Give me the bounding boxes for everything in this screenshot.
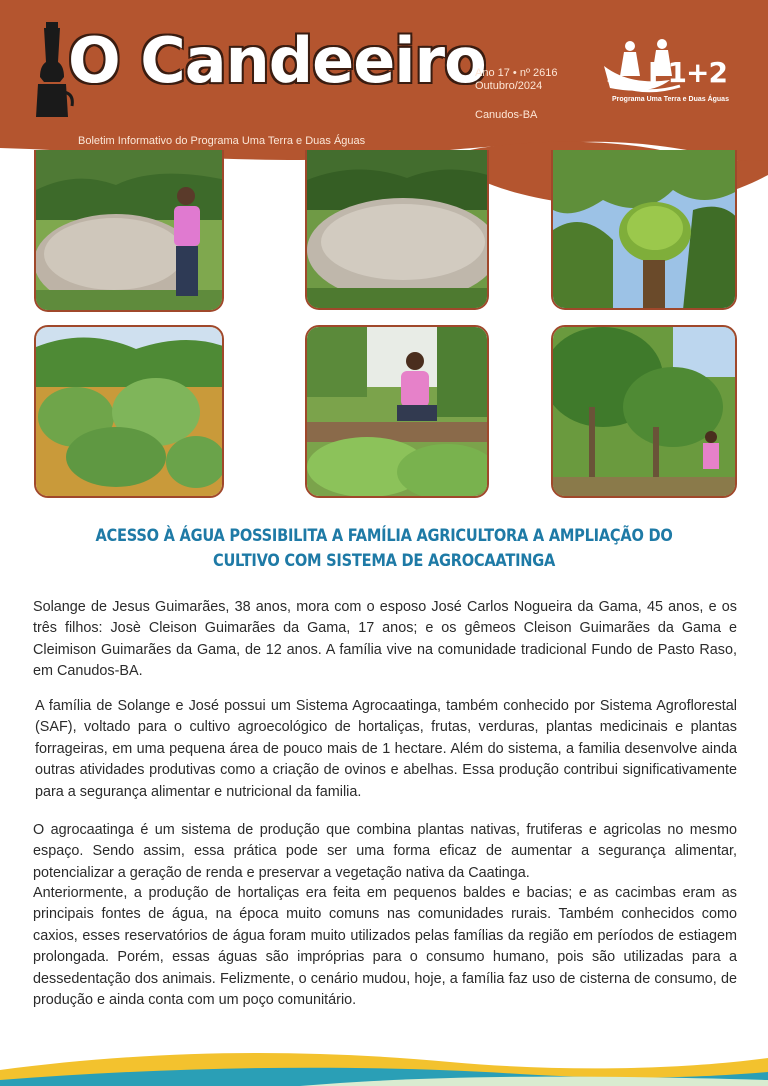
photo-vegetable-garden xyxy=(34,325,224,498)
photo-orchard-trees xyxy=(551,325,737,498)
article-paragraph-1: Solange de Jesus Guimarães, 38 anos, mora com o esposo José Carlos Nogueira da Gama, 45 anos, e os três filhos: Josè Cleison Guimarães da Gama, 17 anos; e os gêmeos Cleison Guimarães da Gama e Cleimison Guimarães da Gama, de 12 anos. A família vive na comunidade tradicional Fundo de Pasto Raso, em Canudos-BA. xyxy=(33,599,737,680)
newsletter-title: O Candeeiro xyxy=(68,24,486,97)
p12-logo-text: P1+2 xyxy=(648,56,727,89)
article-paragraph-3: O agrocaatinga é um sistema de produção que combina plantas nativas, frutiferas e agricolas no mesmo espaço. Sendo assim, essa prática pode ser uma forma eficaz de aumentar a segurança alimentar, potencializar a geração de renda e preservar a vegetação nativa da Caatinga. xyxy=(33,822,737,881)
edition-location: Canudos-BA xyxy=(475,109,538,121)
footer-waves xyxy=(0,1040,768,1086)
article-paragraph-2: A família de Solange e José possui um Sistema Agrocaatinga, também conhecido por Sistema Agroflorestal (SAF), voltado para o cultivo agroecológico de hortaliças, frutas, verduras, plantas medicinais e plantas forrageiras, em uma pequena área de pouco mais de 1 hectare. Além do sistema, a familia desenvolve ainda outras atividades produtivas como a criação de ovinos e abelhas. Essa produção contribui significativamente para a segurança alimentar e nutricional da familia. xyxy=(35,698,737,800)
edition-date: Outubro/2024 xyxy=(475,80,543,92)
p12-caption: Programa Uma Terra e Duas Águas xyxy=(612,96,729,103)
photo-woman-by-cistern xyxy=(34,150,224,312)
newsletter-subtitle: Boletim Informativo do Programa Uma Terra e Duas Águas xyxy=(78,135,366,147)
article-paragraph-4: Anteriormente, a produção de hortaliças era feita em pequenos baldes e bacias; e as cacimbas eram as principais fontes de água, na época muito comuns nas comunidades rurais. Também conhecidos como caxios, esses reservatórios de água foram muito utilizados pelas famílias da região em períodos de estiagem prolongada. Porém, essas águas são impróprias para o consumo humano, pois são utilizadas para a dessedentação dos animais. Felizmente, o cenário mudou, hoje, a família faz uso de cisterna de consumo, de produção e ainda conta com um poço comunitário. xyxy=(33,885,737,1009)
photo-cistern-dome xyxy=(305,150,489,310)
photo-woman-in-garden xyxy=(305,325,489,498)
article-headline: ACESSO À ÁGUA POSSIBILITA A FAMÍLIA AGRICULTORA A AMPLIAÇÃO DO CULTIVO COM SISTEMA DE AGROCAATINGA xyxy=(95,526,673,571)
edition-number: Ano 17 • nº 2616 xyxy=(475,67,558,79)
photo-banana-bunch xyxy=(551,150,737,310)
